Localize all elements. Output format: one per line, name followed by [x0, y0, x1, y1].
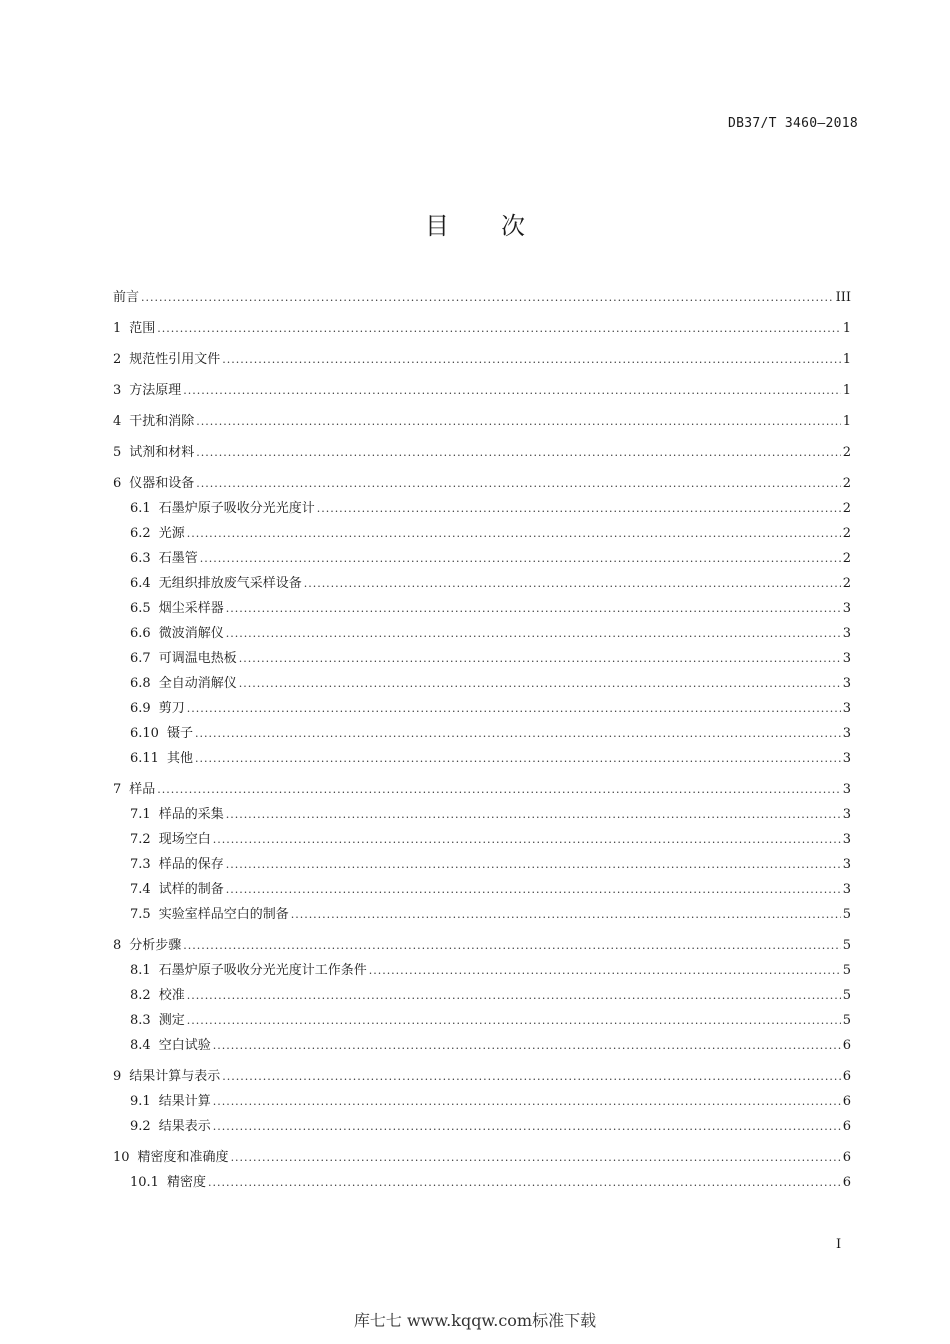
toc-entry-number: 6.2 — [130, 526, 151, 541]
toc-entry-page: 3 — [842, 701, 851, 716]
toc-leader-dots — [291, 908, 841, 921]
toc-leader-dots — [213, 833, 841, 846]
toc-entry[interactable] — [113, 803, 851, 828]
toc-entry-page: 6 — [842, 1119, 851, 1134]
toc-entry[interactable] — [113, 1065, 851, 1090]
footer-watermark: 库七七 www.kqqw.com标准下载 — [353, 1311, 597, 1330]
toc-entry-number: 6.6 — [130, 626, 151, 641]
toc-entry-number: 8.2 — [130, 988, 151, 1003]
toc-entry-title: 剪刀 — [158, 701, 185, 716]
document-code: DB37/T 3460—2018 — [727, 116, 858, 131]
toc-leader-dots — [157, 322, 840, 335]
toc-entry[interactable] — [113, 828, 851, 853]
toc-leader-dots — [222, 1070, 840, 1083]
toc-entry[interactable] — [113, 697, 851, 722]
toc-entry-page: 3 — [842, 601, 851, 616]
toc-entry[interactable] — [113, 1090, 851, 1115]
toc-leader-dots — [157, 783, 840, 796]
toc-entry-number: 8 — [113, 938, 122, 953]
toc-entry-page: 5 — [842, 963, 851, 978]
toc-entry[interactable] — [113, 622, 851, 647]
toc-entry[interactable] — [113, 522, 851, 547]
toc-entry-number: 6.1 — [130, 501, 151, 516]
toc-entry-page: 5 — [842, 988, 851, 1003]
toc-entry-title: 前言 — [113, 290, 140, 305]
toc-entry-number: 7.5 — [130, 907, 151, 922]
toc-entry[interactable] — [113, 348, 851, 373]
toc-leader-dots — [183, 939, 840, 952]
toc-entry[interactable] — [113, 1146, 851, 1171]
toc-entry-number: 6.3 — [130, 551, 151, 566]
toc-entry-number: 4 — [113, 414, 122, 429]
toc-entry-title: 石墨炉原子吸收分光光度计 — [158, 501, 315, 516]
toc-entry[interactable] — [113, 286, 851, 311]
toc-leader-dots — [141, 291, 834, 304]
toc-entry-number: 8.1 — [130, 963, 151, 978]
toc-entry-number: 8.3 — [130, 1013, 151, 1028]
toc-entry-number: 10.1 — [130, 1175, 159, 1190]
toc-leader-dots — [213, 1095, 841, 1108]
toc-leader-dots — [196, 415, 840, 428]
toc-entry-page: 6 — [842, 1150, 851, 1165]
toc-entry-title: 空白试验 — [158, 1038, 211, 1053]
toc-entry-title: 干扰和消除 — [129, 414, 195, 429]
toc-leader-dots — [200, 552, 841, 565]
toc-entry[interactable] — [113, 903, 851, 928]
toc-entry-number: 6 — [113, 476, 122, 491]
toc-entry-page: 1 — [842, 414, 851, 429]
toc-entry-page: 5 — [842, 938, 851, 953]
toc-entry-number: 7.3 — [130, 857, 151, 872]
toc-leader-dots — [187, 527, 841, 540]
toc-leader-dots — [304, 577, 841, 590]
toc-entry-page: 3 — [842, 782, 851, 797]
toc-entry-page: 2 — [842, 551, 851, 566]
toc-entry-title: 校准 — [158, 988, 185, 1003]
toc-entry-page: 3 — [842, 726, 851, 741]
toc-leader-dots — [187, 989, 841, 1002]
toc-leader-dots — [213, 1039, 841, 1052]
toc-entry[interactable] — [113, 984, 851, 1009]
toc-entry-title: 结果计算 — [158, 1094, 211, 1109]
toc-entry-title: 烟尘采样器 — [158, 601, 224, 616]
toc-entry-page: 6 — [842, 1069, 851, 1084]
toc-leader-dots — [208, 1176, 841, 1189]
toc-entry-number: 7 — [113, 782, 122, 797]
toc-entry[interactable] — [113, 410, 851, 435]
toc-entry-title: 现场空白 — [158, 832, 211, 847]
toc-entry[interactable] — [113, 778, 851, 803]
toc-entry-number: 3 — [113, 383, 122, 398]
toc-leader-dots — [183, 384, 840, 397]
toc-entry[interactable] — [113, 647, 851, 672]
toc-entry-page: 6 — [842, 1175, 851, 1190]
toc-entry-page: 5 — [842, 907, 851, 922]
toc-entry-title: 微波消解仪 — [158, 626, 224, 641]
toc-entry-number: 6.7 — [130, 651, 151, 666]
toc-entry[interactable] — [113, 1034, 851, 1059]
toc-entry-number: 2 — [113, 352, 122, 367]
toc-entry-title: 范围 — [129, 321, 156, 336]
toc-entry-title: 样品 — [129, 782, 156, 797]
toc-entry-page: 5 — [842, 1013, 851, 1028]
toc-entry-title: 实验室样品空白的制备 — [158, 907, 289, 922]
toc-entry-page: 1 — [842, 383, 851, 398]
toc-entry[interactable] — [113, 547, 851, 572]
table-of-contents — [113, 286, 851, 1196]
toc-entry[interactable] — [113, 597, 851, 622]
toc-entry[interactable] — [113, 959, 851, 984]
toc-entry-page: III — [835, 290, 851, 305]
toc-entry-number: 7.1 — [130, 807, 151, 822]
toc-entry[interactable] — [113, 1171, 851, 1196]
toc-entry[interactable] — [113, 1115, 851, 1140]
toc-entry-title: 无组织排放废气采样设备 — [158, 576, 302, 591]
toc-leader-dots — [195, 752, 841, 765]
toc-entry[interactable] — [113, 497, 851, 522]
toc-entry-title: 结果表示 — [158, 1119, 211, 1134]
toc-entry-number: 7.4 — [130, 882, 151, 897]
toc-entry[interactable] — [113, 1009, 851, 1034]
toc-entry-title: 石墨管 — [158, 551, 198, 566]
toc-entry-page: 2 — [842, 576, 851, 591]
toc-entry-page: 3 — [842, 857, 851, 872]
toc-entry-page: 1 — [842, 321, 851, 336]
page-title: 目次 — [425, 212, 577, 240]
toc-leader-dots — [317, 502, 841, 515]
toc-entry[interactable] — [113, 472, 851, 497]
toc-entry[interactable] — [113, 853, 851, 878]
toc-entry-page: 2 — [842, 445, 851, 460]
toc-leader-dots — [226, 883, 841, 896]
toc-leader-dots — [231, 1151, 841, 1164]
toc-entry-title: 仪器和设备 — [129, 476, 195, 491]
toc-entry[interactable] — [113, 317, 851, 342]
toc-entry-page: 3 — [842, 651, 851, 666]
toc-entry[interactable] — [113, 747, 851, 772]
toc-entry-page: 6 — [842, 1094, 851, 1109]
toc-leader-dots — [239, 652, 841, 665]
toc-entry-number: 6.8 — [130, 676, 151, 691]
toc-leader-dots — [196, 477, 840, 490]
toc-entry-title: 可调温电热板 — [158, 651, 237, 666]
toc-entry-page: 2 — [842, 501, 851, 516]
toc-entry-number: 9.2 — [130, 1119, 151, 1134]
toc-entry[interactable] — [113, 572, 851, 597]
toc-leader-dots — [196, 446, 840, 459]
toc-entry-title: 试剂和材料 — [129, 445, 195, 460]
toc-entry-number: 6.4 — [130, 576, 151, 591]
toc-entry-number: 9 — [113, 1069, 122, 1084]
toc-entry-page: 2 — [842, 526, 851, 541]
toc-entry-title: 精密度 — [166, 1175, 206, 1190]
toc-entry-page: 2 — [842, 476, 851, 491]
toc-entry-page: 3 — [842, 882, 851, 897]
toc-leader-dots — [239, 677, 841, 690]
toc-entry-title: 试样的制备 — [158, 882, 224, 897]
toc-entry-number: 6.11 — [130, 751, 159, 766]
toc-entry-title: 样品的保存 — [158, 857, 224, 872]
toc-entry-title: 石墨炉原子吸收分光光度计工作条件 — [158, 963, 367, 978]
toc-entry[interactable] — [113, 934, 851, 959]
toc-entry-number: 7.2 — [130, 832, 151, 847]
page-number: I — [836, 1237, 842, 1252]
toc-entry-title: 规范性引用文件 — [129, 352, 221, 367]
toc-entry-title: 光源 — [158, 526, 185, 541]
toc-entry-title: 结果计算与表示 — [129, 1069, 221, 1084]
toc-entry-title: 镊子 — [166, 726, 193, 741]
toc-entry-number: 5 — [113, 445, 122, 460]
toc-leader-dots — [222, 353, 840, 366]
toc-leader-dots — [213, 1120, 841, 1133]
toc-leader-dots — [187, 702, 841, 715]
toc-entry-title: 精密度和准确度 — [137, 1150, 229, 1165]
toc-entry-number: 6.9 — [130, 701, 151, 716]
toc-entry-number: 9.1 — [130, 1094, 151, 1109]
toc-entry[interactable] — [113, 878, 851, 903]
toc-leader-dots — [369, 964, 841, 977]
toc-leader-dots — [195, 727, 841, 740]
toc-entry-title: 样品的采集 — [158, 807, 224, 822]
toc-entry-page: 1 — [842, 352, 851, 367]
toc-entry-number: 1 — [113, 321, 122, 336]
toc-entry-number: 10 — [113, 1150, 130, 1165]
toc-entry-page: 6 — [842, 1038, 851, 1053]
toc-entry[interactable] — [113, 672, 851, 697]
toc-entry-page: 3 — [842, 751, 851, 766]
toc-entry-page: 3 — [842, 676, 851, 691]
toc-entry-title: 方法原理 — [129, 383, 182, 398]
toc-entry-title: 其他 — [166, 751, 193, 766]
toc-leader-dots — [187, 1014, 841, 1027]
toc-entry-page: 3 — [842, 807, 851, 822]
toc-entry-title: 测定 — [158, 1013, 185, 1028]
toc-leader-dots — [226, 627, 841, 640]
toc-entry-number: 8.4 — [130, 1038, 151, 1053]
toc-entry-number: 6.5 — [130, 601, 151, 616]
toc-leader-dots — [226, 808, 841, 821]
toc-entry[interactable] — [113, 379, 851, 404]
toc-entry[interactable] — [113, 441, 851, 466]
toc-entry-title: 全自动消解仪 — [158, 676, 237, 691]
toc-entry[interactable] — [113, 722, 851, 747]
toc-entry-page: 3 — [842, 832, 851, 847]
toc-leader-dots — [226, 858, 841, 871]
toc-entry-page: 3 — [842, 626, 851, 641]
toc-entry-title: 分析步骤 — [129, 938, 182, 953]
toc-leader-dots — [226, 602, 841, 615]
toc-entry-number: 6.10 — [130, 726, 159, 741]
